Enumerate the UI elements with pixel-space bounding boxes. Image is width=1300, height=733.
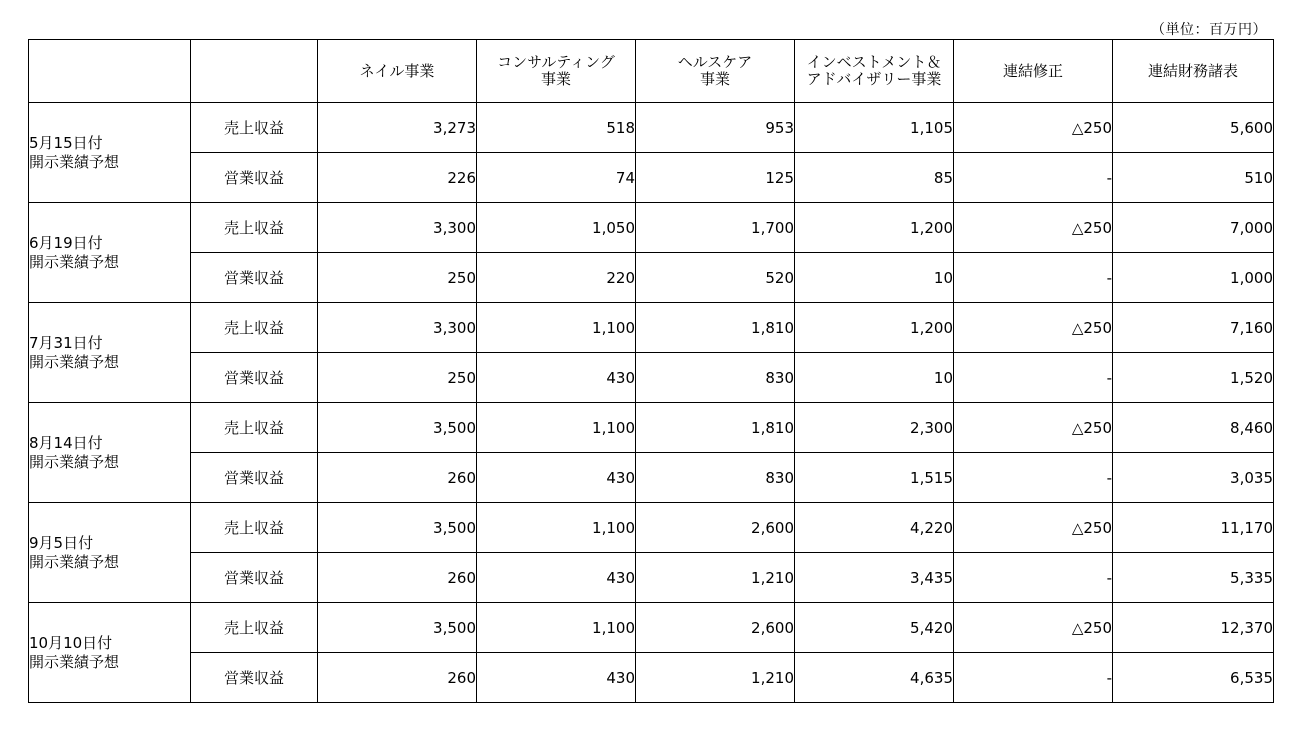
metric-label: 営業収益 — [191, 353, 318, 403]
value-cell: 1,100 — [477, 303, 636, 353]
value-cell: 3,300 — [318, 203, 477, 253]
value-cell: 1,050 — [477, 203, 636, 253]
forecast-table — [28, 39, 1274, 703]
value-cell: 10 — [795, 353, 954, 403]
header-investment-advisory-business — [795, 40, 954, 103]
total-cell: 7,160 — [1113, 303, 1274, 353]
total-cell: 1,000 — [1113, 253, 1274, 303]
period-cell — [29, 503, 191, 603]
header-period-cell — [29, 40, 191, 103]
table-row — [29, 553, 1274, 603]
period-date: 8月14日付 — [29, 433, 103, 452]
metric-label: 売上収益 — [191, 303, 318, 353]
adjustment-cell: - — [954, 453, 1113, 503]
value-cell: 430 — [477, 453, 636, 503]
table-row — [29, 253, 1274, 303]
value-cell: 3,300 — [318, 303, 477, 353]
value-cell: 1,210 — [636, 553, 795, 603]
value-cell: 3,435 — [795, 553, 954, 603]
adjustment-cell: △250 — [954, 203, 1113, 253]
period-cell — [29, 203, 191, 303]
header-label: ヘルスケア — [677, 53, 753, 71]
total-cell: 12,370 — [1113, 603, 1274, 653]
adjustment-cell: △250 — [954, 603, 1113, 653]
value-cell: 430 — [477, 353, 636, 403]
header-metric-cell — [191, 40, 318, 103]
header-label: インベストメント＆ — [806, 53, 942, 71]
value-cell: 4,635 — [795, 653, 954, 703]
adjustment-cell: △250 — [954, 103, 1113, 153]
period-date: 10月10日付 — [29, 633, 113, 652]
adjustment-cell: △250 — [954, 503, 1113, 553]
table-row — [29, 603, 1274, 653]
header-label-line2: 事業 — [540, 70, 571, 88]
header-label-line2: 事業 — [699, 70, 730, 88]
metric-label: 売上収益 — [191, 603, 318, 653]
value-cell: 3,500 — [318, 403, 477, 453]
value-cell: 4,220 — [795, 503, 954, 553]
metric-label: 売上収益 — [191, 503, 318, 553]
value-cell: 953 — [636, 103, 795, 153]
value-cell: 1,100 — [477, 503, 636, 553]
value-cell: 520 — [636, 253, 795, 303]
metric-label: 売上収益 — [191, 403, 318, 453]
header-label: 連結修正 — [1002, 61, 1063, 80]
period-description: 開示業績予想 — [29, 352, 120, 371]
adjustment-cell: - — [954, 553, 1113, 603]
table-header-row — [29, 40, 1274, 103]
value-cell: 1,810 — [636, 303, 795, 353]
value-cell: 10 — [795, 253, 954, 303]
total-cell: 1,520 — [1113, 353, 1274, 403]
period-date: 9月5日付 — [29, 533, 94, 552]
value-cell: 74 — [477, 153, 636, 203]
value-cell: 5,420 — [795, 603, 954, 653]
metric-label: 営業収益 — [191, 653, 318, 703]
header-healthcare-business — [636, 40, 795, 103]
total-cell: 3,035 — [1113, 453, 1274, 503]
value-cell: 3,273 — [318, 103, 477, 153]
period-date: 7月31日付 — [29, 333, 103, 352]
value-cell: 1,210 — [636, 653, 795, 703]
metric-label: 営業収益 — [191, 153, 318, 203]
header-consolidated-financials — [1113, 40, 1274, 103]
value-cell: 430 — [477, 653, 636, 703]
metric-label: 売上収益 — [191, 203, 318, 253]
value-cell: 1,105 — [795, 103, 954, 153]
period-description: 開示業績予想 — [29, 452, 120, 471]
value-cell: 85 — [795, 153, 954, 203]
value-cell: 2,300 — [795, 403, 954, 453]
total-cell: 510 — [1113, 153, 1274, 203]
table-row — [29, 653, 1274, 703]
adjustment-cell: △250 — [954, 403, 1113, 453]
value-cell: 1,100 — [477, 603, 636, 653]
period-cell — [29, 603, 191, 703]
value-cell: 2,600 — [636, 603, 795, 653]
value-cell: 830 — [636, 353, 795, 403]
period-description: 開示業績予想 — [29, 252, 120, 271]
value-cell: 1,200 — [795, 203, 954, 253]
header-nail-business — [318, 40, 477, 103]
header-consulting-business — [477, 40, 636, 103]
metric-label: 営業収益 — [191, 253, 318, 303]
table-row — [29, 453, 1274, 503]
period-cell — [29, 103, 191, 203]
value-cell: 226 — [318, 153, 477, 203]
value-cell: 260 — [318, 553, 477, 603]
value-cell: 260 — [318, 653, 477, 703]
total-cell: 5,600 — [1113, 103, 1274, 153]
header-label: ネイル事業 — [359, 61, 435, 80]
value-cell: 250 — [318, 353, 477, 403]
period-cell — [29, 403, 191, 503]
value-cell: 1,200 — [795, 303, 954, 353]
metric-label: 営業収益 — [191, 553, 318, 603]
table-row — [29, 103, 1274, 153]
header-label-line2: アドバイザリー事業 — [806, 70, 942, 88]
value-cell: 2,600 — [636, 503, 795, 553]
header-label: 連結財務諸表 — [1147, 61, 1238, 80]
adjustment-cell: - — [954, 353, 1113, 403]
value-cell: 250 — [318, 253, 477, 303]
metric-label: 売上収益 — [191, 103, 318, 153]
period-date: 6月19日付 — [29, 233, 103, 252]
value-cell: 260 — [318, 453, 477, 503]
total-cell: 7,000 — [1113, 203, 1274, 253]
unit-label: （単位：百万円） — [1151, 22, 1267, 38]
value-cell: 1,700 — [636, 203, 795, 253]
adjustment-cell: - — [954, 653, 1113, 703]
period-description: 開示業績予想 — [29, 652, 120, 671]
table-row — [29, 203, 1274, 253]
total-cell: 5,335 — [1113, 553, 1274, 603]
period-date: 5月15日付 — [29, 133, 103, 152]
value-cell: 1,515 — [795, 453, 954, 503]
adjustment-cell: - — [954, 153, 1113, 203]
table-row — [29, 353, 1274, 403]
period-description: 開示業績予想 — [29, 552, 120, 571]
table-row — [29, 303, 1274, 353]
table-row — [29, 153, 1274, 203]
table-row — [29, 403, 1274, 453]
value-cell: 518 — [477, 103, 636, 153]
table-row — [29, 503, 1274, 553]
value-cell: 3,500 — [318, 503, 477, 553]
value-cell: 3,500 — [318, 603, 477, 653]
adjustment-cell: - — [954, 253, 1113, 303]
period-description: 開示業績予想 — [29, 152, 120, 171]
value-cell: 430 — [477, 553, 636, 603]
total-cell: 6,535 — [1113, 653, 1274, 703]
header-label: コンサルティング — [497, 53, 615, 71]
header-consolidation-adjustment — [954, 40, 1113, 103]
total-cell: 11,170 — [1113, 503, 1274, 553]
adjustment-cell: △250 — [954, 303, 1113, 353]
value-cell: 1,100 — [477, 403, 636, 453]
value-cell: 125 — [636, 153, 795, 203]
value-cell: 220 — [477, 253, 636, 303]
total-cell: 8,460 — [1113, 403, 1274, 453]
value-cell: 830 — [636, 453, 795, 503]
period-cell — [29, 303, 191, 403]
metric-label: 営業収益 — [191, 453, 318, 503]
value-cell: 1,810 — [636, 403, 795, 453]
